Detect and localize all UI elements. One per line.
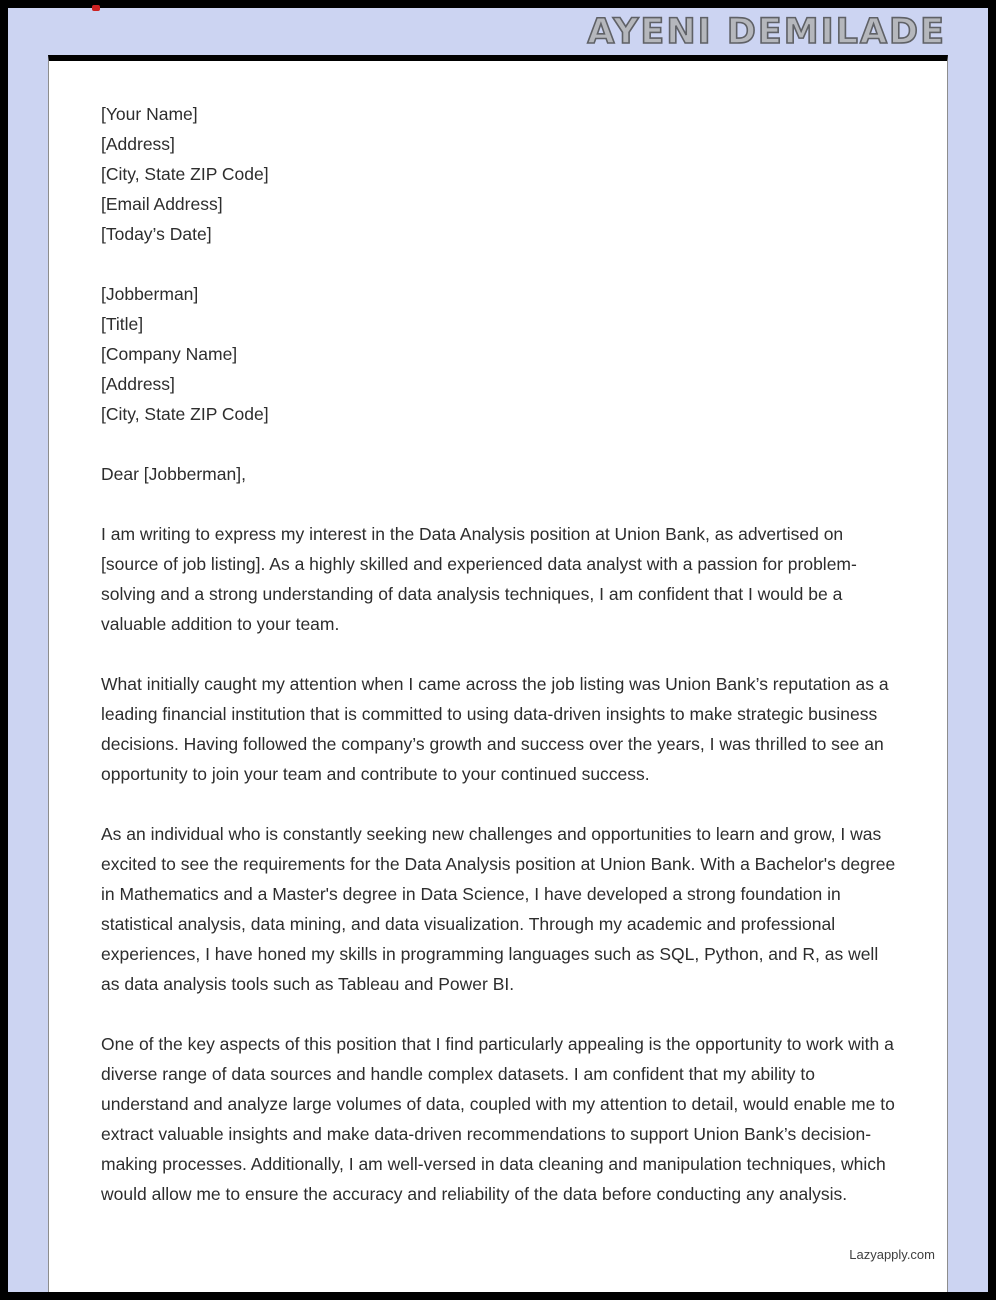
body-paragraph: I am writing to express my interest in the Data Analysis position at Union Bank, as advertised on [source of job listing]. As a highly skilled and experienced data analyst with a passion for problem-solving and a strong understanding of data analysis techniques, I am confident that I would be a valuable addition to your team. xyxy=(101,524,857,634)
sender-line: [Today’s Date] xyxy=(101,224,212,244)
recipient-line: [Title] xyxy=(101,314,144,334)
sender-line: [Email Address] xyxy=(101,194,223,214)
salutation xyxy=(101,459,897,489)
recipient-line: [Company Name] xyxy=(101,344,238,364)
recipient-address-block xyxy=(101,279,897,429)
cover-letter-page xyxy=(48,55,948,1292)
red-dot-marker xyxy=(92,5,100,11)
recipient-line: [Jobberman] xyxy=(101,284,199,304)
lazyapply-watermark: Lazyapply.com xyxy=(841,1246,937,1264)
author-name-title: AYENI DEMILADE xyxy=(587,12,946,52)
sender-line: [Address] xyxy=(101,134,175,154)
body-paragraph: As an individual who is constantly seeking new challenges and opportunities to learn and grow, I was excited to see the requirements for the Data Analysis position at Union Bank. With a Bachelor's degree in Mathematics and a Master's degree in Data Science, I have developed a strong foundation in statistical analysis, data mining, and data visualization. Through my academic and professional experiences, I have honed my skills in programming languages such as SQL, Python, and R, as well as data analysis tools such as Tableau and Power BI. xyxy=(101,824,896,994)
sender-address-block xyxy=(101,99,897,249)
sender-line: [City, State ZIP Code] xyxy=(101,164,269,184)
body-paragraph: What initially caught my attention when I came across the job listing was Union Bank’s reputation as a leading financial institution that is committed to using data-driven insights to make strategic business decisions. Having followed the company’s growth and success over the years, I was thrilled to see an opportunity to join your team and contribute to your continued success. xyxy=(101,674,889,784)
recipient-line: [Address] xyxy=(101,374,175,394)
sender-line: [Your Name] xyxy=(101,104,198,124)
recipient-line: [City, State ZIP Code] xyxy=(101,404,269,424)
salutation-line: Dear [Jobberman], xyxy=(101,464,246,484)
body-paragraph: One of the key aspects of this position that I find particularly appealing is the opportunity to work with a diverse range of data sources and handle complex datasets. I am confident that my ability to understand and analyze large volumes of data, coupled with my attention to detail, would enable me to extract valuable insights and make data-driven recommendations to support Union Bank’s decision-making processes. Additionally, I am well-versed in data cleaning and manipulation techniques, which would allow me to ensure the accuracy and reliability of the data before conducting any analysis. xyxy=(101,1034,895,1204)
